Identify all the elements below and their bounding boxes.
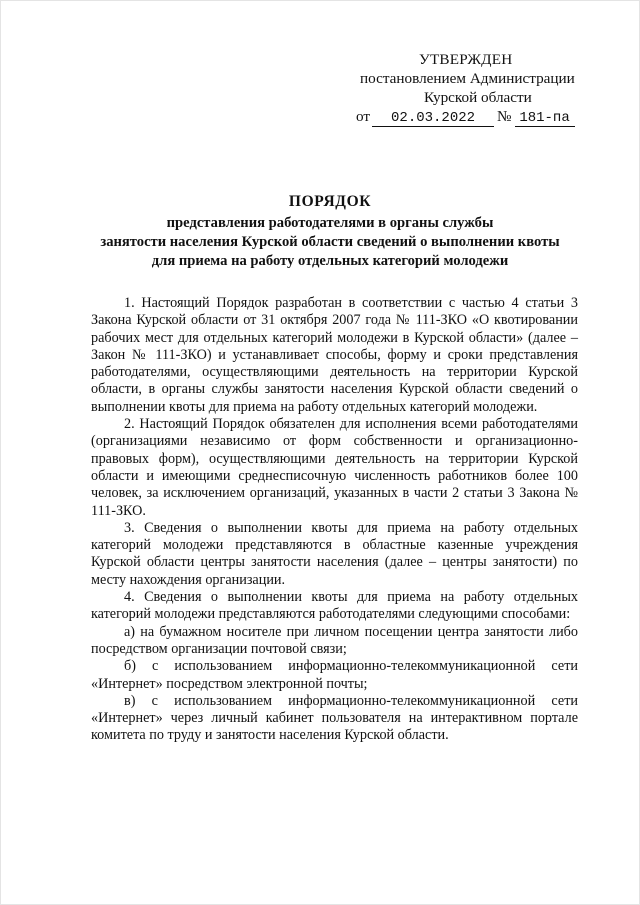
- paragraph-4: 4. Сведения о выполнении квоты для приема на работу отдельных категорий молодежи представляются работодателями следующими способами:: [91, 589, 578, 623]
- document-heading: [80, 192, 580, 271]
- paragraph-3: 3. Сведения о выполнении квоты для приема на работу отдельных категорий молодежи представляются в областные казенные учреждения Курской области центры занятости населения (далее – центры занятости) по месту нахождения организации.: [91, 519, 578, 588]
- document-body: [91, 295, 578, 745]
- approval-region-line: Курской области: [424, 89, 532, 106]
- paragraph-1: 1. Настоящий Порядок разработан в соответствии с частью 4 статьи 3 Закона Курской области от 31 октября 2007 года № 111-ЗКО «О квотировании рабочих мест для отдельных категорий молодежи в Курской области» (далее – Закон № 111-ЗКО) и устанавливает способы, форму и сроки представления работодателями, осуществляющими деятельность на территории Курской области, в органы службы занятости населения Курской области сведений о выполнении квоты для приема на работу отдельных категорий молодежи.: [91, 295, 578, 415]
- approval-number: 181-па: [515, 111, 575, 127]
- document-subtitle-line-2: занятости населения Курской области сведений о выполнении квоты: [100, 234, 560, 250]
- document-subtitle-line-3: для приема на работу отдельных категорий молодежи: [151, 253, 509, 269]
- document-title: ПОРЯДОК: [288, 193, 372, 210]
- approval-date-prefix: от: [356, 108, 371, 125]
- document-subtitle-line-1: представления работодателями в органы службы: [166, 215, 494, 231]
- approval-stamp: [356, 50, 586, 127]
- approval-title: УТВЕРЖДЕН: [419, 51, 513, 68]
- approval-date: 02.03.2022: [372, 111, 494, 127]
- paragraph-4c: в) с использованием информационно-телекоммуникационной сети «Интернет» через личный кабинет пользователя на интерактивном портале комитета по труду и занятости населения Курской области.: [91, 692, 578, 744]
- paragraph-4b: б) с использованием информационно-телекоммуникационной сети «Интернет» посредством электронной почты;: [91, 658, 578, 692]
- paragraph-4a: а) на бумажном носителе при личном посещении центра занятости либо посредством организации почтовой связи;: [91, 623, 578, 657]
- approval-number-sign: №: [497, 108, 512, 125]
- approval-date-row: [356, 107, 586, 127]
- paragraph-2: 2. Настоящий Порядок обязателен для исполнения всеми работодателями (организациями независимо от форм собственности и организационно-правовых форм), осуществляющими деятельность на территории Курской области и имеющими среднесписочную численность работников более 100 человек, за исключением организаций, указанных в части 2 статьи 3 Закона № 111-ЗКО.: [91, 416, 578, 519]
- approval-issuer-line: постановлением Администрации: [360, 70, 575, 87]
